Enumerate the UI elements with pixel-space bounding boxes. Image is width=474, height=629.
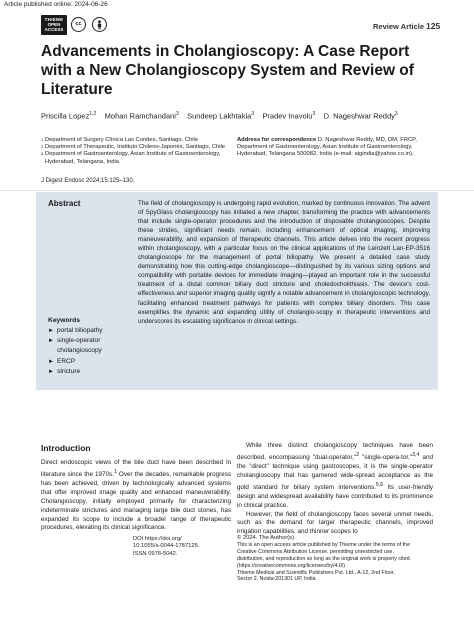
author-list: [41, 111, 441, 121]
thieme-open-access-logo: [41, 15, 67, 35]
author-name: D. Nageshwar Reddy: [323, 111, 395, 121]
affiliation-row: [41, 151, 241, 165]
right-paragraph-2: However, the field of cholangioscopy faces several unmet needs, such as the demand for larger therapeutic channels, improved irrigation capabilities, and thinner scopes to: [237, 510, 433, 536]
author-sup: 3: [312, 111, 316, 117]
license-line: Thieme Medical and Scientific Publishers Pvt. Ltd., A-12, 2nd Floor,: [237, 569, 395, 576]
correspondence-label: Address for correspondence: [237, 137, 317, 143]
ref-sup: 3,4: [412, 451, 420, 458]
author-name: Priscilla Lopez: [41, 111, 90, 121]
ref-sup: 2: [356, 451, 360, 458]
page-number: 125: [426, 21, 441, 31]
author-sup: 3: [394, 111, 398, 117]
right-text-b: "single-opera-tor,": [359, 454, 413, 461]
affiliation-sup: 2: [41, 144, 44, 150]
doi-line[interactable]: DOI https://doi.org/: [133, 536, 182, 542]
logo-line-2: OPEN: [47, 22, 61, 27]
author-name: Mohan Ramchandani: [104, 111, 176, 121]
keyword-text: single-operator cholangioscopy: [57, 337, 102, 355]
affiliation-row: [41, 144, 241, 151]
affiliations: [41, 137, 241, 166]
intro-text-2: Over the decades, remarkable progress has been achieved, driven by technologically advanced systems that offer improved image quality and enhanced maneuverability. Cholangioscopy, initially employed primarily for characterizing indeterminate strictures and managing large bile duct stones, has expanded its scope to include a broader range of therapeutic procedures, elevating its clinical significance.: [41, 471, 232, 532]
doi-block: [133, 536, 233, 558]
keywords-heading: Keywords: [48, 317, 80, 324]
keyword-item: [48, 326, 121, 336]
affiliation-text: Department of Therapeutic, Instituto Chileno-Japonés, Santiago, Chile: [45, 144, 226, 151]
cc-license-icons: [71, 17, 109, 33]
doi-line: 10.1055/s-0044-1787125.: [133, 543, 200, 550]
license-line: Sector 2, Noida-201301 UP, India: [237, 576, 316, 583]
keyword-text: portal biliopathy: [57, 327, 103, 334]
section-label: Review Article: [373, 22, 424, 31]
correspondence: [237, 137, 437, 159]
keyword-item: [48, 336, 121, 356]
abstract-heading: Abstract: [48, 199, 81, 208]
right-text-a: While three distinct cholangioscopy techniques have been described, encompassing "dual-operator,": [237, 442, 433, 461]
published-date-line: Article published online: 2024-06-26: [4, 1, 108, 8]
affiliation-row: [41, 137, 241, 144]
abstract-text: The field of cholangioscopy is undergoing rapid evolution, marked by continuous innovation. The advent of SpyGlass cholangioscopy has initiated a new chapter, transforming the practice with advancements that include single-operator procedures and the introduction of disposable cholangioscopes. Despite these strides, significant needs remain, including enhancement of optical imaging, improving maneuverability, and expansion of therapeutic channels. This article delves into the recent progress within cholangioscopy, with a particular focus on the clinical applications of the Leinzett Lan-EP-3516 cholangioscope for the management of portal biliopathy. We present a detailed case study demonstrating how this cutting-edge cholangioscope—distinguished by its various sizing options and compatibility with portable devices for immediate imaging—played an important role in the successful treatment of a distal common biliary duct stricture and choledocholithiasis. The device's cost-effectiveness and superior imaging quality signify a notable advancement in cholangioscopic technology, facilitating enhanced treatment pathways for patients with complex biliary disorders. This case exemplifies the dynamic and expanding utility of cholangio-scopy in therapeutic interventions and underscores its escalating significance in clinical settings.: [138, 200, 430, 325]
logo-line-3: ACCESS: [44, 27, 64, 32]
keyword-item: [48, 357, 121, 367]
affiliation-sup: 3: [41, 151, 44, 157]
author-sup: 1,2: [89, 111, 97, 117]
article-title: Advancements in Cholangioscopy: A Case Report with a New Cholangioscopy System and Review of Literature: [41, 43, 414, 98]
intro-paragraph: [41, 459, 231, 533]
affiliation-text: Department of Surgery Clínica Las Condes, Santiago, Chile: [45, 137, 199, 143]
cc-icon: cc: [71, 17, 86, 32]
right-text-c: and the "direct" technique using gastroscopes, it is the single-operator cholangioscopy that has garnered wide-spread acceptance as the gold standard for biliary system interventions.: [237, 454, 433, 491]
ref-sup: 5,6: [375, 481, 384, 488]
right-paragraph-1: [237, 442, 433, 511]
license-link[interactable]: (https://creativecommons.org/licenses/by/4.0/): [237, 562, 346, 569]
citation: J Digest Endosc 2024;15:125–130.: [41, 178, 135, 184]
keyword-text: ERCP: [57, 357, 76, 365]
license-line: © 2024. The Author(s).: [237, 535, 296, 541]
author-sup: 3: [251, 111, 255, 117]
divider: [0, 190, 474, 191]
logo-line-1: THIEME: [44, 17, 64, 22]
keyword-item: [48, 367, 121, 377]
keywords-list: [48, 326, 121, 377]
license-block: [237, 535, 437, 583]
ref-sup: 1: [113, 468, 117, 475]
author-name: Pradev Inavolu: [262, 111, 313, 121]
license-line: Creative Commons Attribution License, permitting unrestricted use,: [237, 548, 394, 555]
arrow-icon: ►: [48, 338, 54, 345]
affiliation-text: Department of Gastroenterology, Asian Institute of Gastroenterology, Hyderabad, Telangana, India: [45, 151, 221, 165]
arrow-icon: ►: [48, 328, 54, 334]
correspondence-text: D. Nageshwar Reddy, MD, DM, FRCP, Department of Gastroenterology, Asian Institute of Gastroenterology, Hyderabad, Telangana 500082, India (e-mail: aigindia@yahoo.co.in).: [237, 137, 417, 158]
license-line: This is an open access article published by Thieme under the terms of the: [237, 541, 411, 548]
license-line: distribution, and reproduction so long as the original work is properly cited.: [237, 555, 412, 562]
author-sup: 3: [175, 111, 179, 117]
arrow-icon: ►: [48, 368, 54, 375]
introduction-left-column: [41, 459, 231, 533]
introduction-right-column: [237, 442, 433, 537]
keyword-text: stricture: [57, 367, 81, 375]
issn-line: ISSN 0976-5042.: [133, 550, 178, 557]
affiliation-sup: 1: [41, 137, 44, 142]
intro-text-1: Direct endoscopic views of the bile duct have been described in literature since the 1970s.: [41, 459, 231, 478]
by-icon: [92, 17, 107, 32]
introduction-heading: Introduction: [41, 443, 91, 453]
right-text-d: Its user-friendly design and widespread availability have contributed to its prominence in clinical practice.: [237, 483, 433, 509]
author-name: Sundeep Lakhtakia: [187, 111, 252, 121]
arrow-icon: ►: [48, 358, 54, 365]
